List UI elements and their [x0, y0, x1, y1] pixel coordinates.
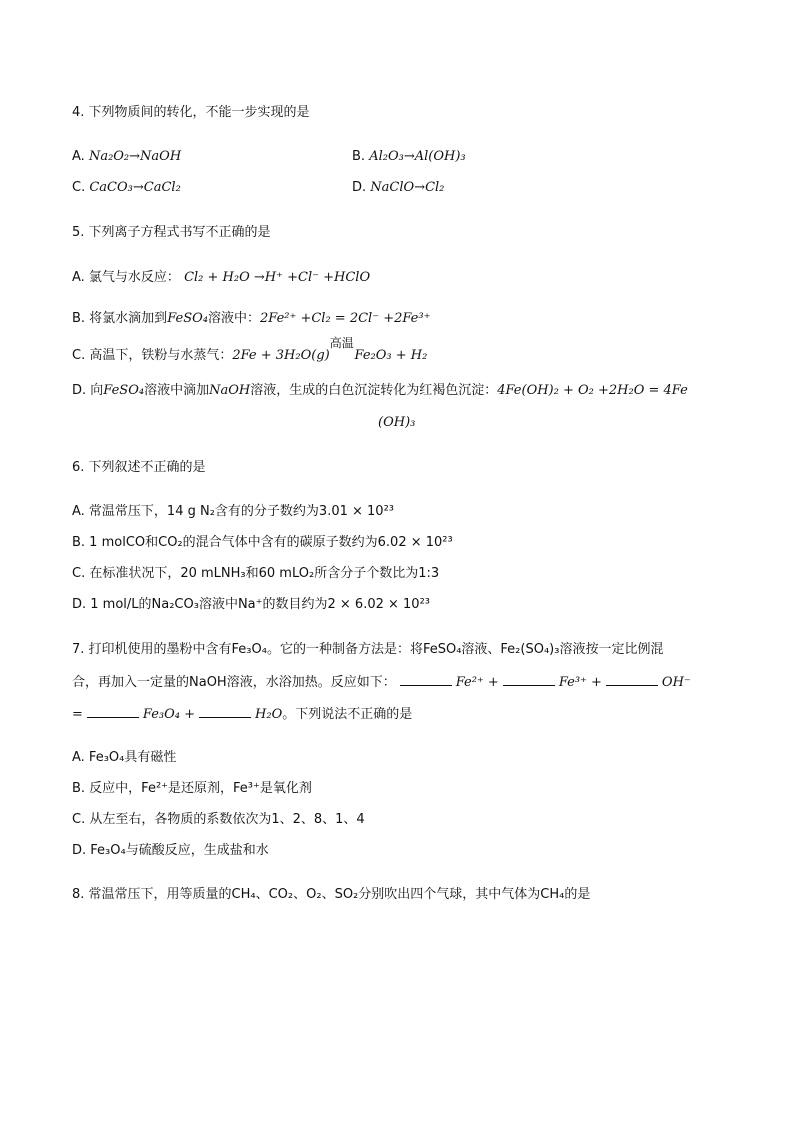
- formula: Na₂O₂→NaOH: [88, 149, 182, 164]
- equation: Cl₂ + H₂O →H⁺ +Cl⁻ +HClO: [184, 270, 371, 285]
- q5-option-a: [72, 269, 370, 287]
- equation: 2Fe + 3H₂O(g): [232, 348, 330, 363]
- q6-option-d: D. 1 mol/L的Na₂CO₃溶液中Na⁺的数目约为2 × 6.02 × 10²³: [72, 597, 431, 612]
- option-text: A. 氯气与水反应：: [72, 270, 180, 285]
- equation: (OH)₃: [378, 415, 416, 430]
- answer-blank[interactable]: [503, 673, 555, 686]
- q7-option-c: C. 从左至右，各物质的系数依次为1、2、8、1、4: [72, 812, 365, 827]
- option-text: C. 高温下，铁粉与水蒸气：: [72, 348, 233, 363]
- q4-option-c: [72, 179, 181, 197]
- option-label: D.: [352, 180, 367, 195]
- answer-blank[interactable]: [400, 673, 452, 686]
- q7-stem-line3: [72, 705, 412, 724]
- equals-sign: =: [72, 707, 83, 722]
- q5-option-d-continued: [378, 414, 415, 432]
- option-text: D. 向: [72, 383, 104, 398]
- reaction-condition: [329, 336, 355, 365]
- option-label: C.: [72, 180, 86, 195]
- term: Fe³⁺ +: [558, 675, 602, 690]
- q6-option-a: A. 常温常压下，14 g N₂含有的分子数约为3.01 × 10²³: [72, 504, 394, 519]
- formula: FeSO₄: [167, 311, 208, 326]
- answer-blank[interactable]: [87, 705, 139, 718]
- answer-blank[interactable]: [199, 705, 251, 718]
- q5-stem: 5. 下列离子方程式书写不正确的是: [72, 225, 271, 240]
- formula: NaOH: [209, 383, 251, 398]
- q7-option-b: B. 反应中，Fe²⁺是还原剂，Fe³⁺是氧化剂: [72, 781, 312, 796]
- q4-option-d: [352, 179, 444, 197]
- term: H₂O: [255, 707, 283, 722]
- q5-option-c: [72, 336, 428, 365]
- option-text: 溶液中：: [207, 311, 260, 326]
- q5-option-d: [72, 382, 688, 400]
- q7-stem-line1: 7. 打印机使用的墨粉中含有Fe₃O₄。它的一种制备方法是：将FeSO₄溶液、Fe₂(SO₄)₃溶液按一定比例混: [72, 642, 664, 657]
- q7-stem-line2: [72, 673, 691, 692]
- q6-option-c: C. 在标准状况下，20 mLNH₃和60 mLO₂所含分子个数比为1:3: [72, 566, 440, 581]
- formula: FeSO₄: [103, 383, 145, 398]
- q7-text: 合，再加入一定量的NaOH溶液，水浴加热。反应如下：: [72, 675, 396, 690]
- term: Fe₃O₄ +: [142, 707, 196, 722]
- q6-option-b: B. 1 molCO和CO₂的混合气体中含有的碳原子数约为6.02 × 10²³: [72, 535, 453, 550]
- q7-option-d: D. Fe₃O₄与硫酸反应，生成盐和水: [72, 843, 269, 858]
- formula: CaCO₃→CaCl₂: [89, 180, 181, 195]
- q7-text: 。下列说法不正确的是: [282, 707, 413, 722]
- option-label: B.: [352, 149, 366, 164]
- option-text: 溶液中滴加: [144, 383, 210, 398]
- q6-stem: 6. 下列叙述不正确的是: [72, 460, 206, 475]
- answer-blank[interactable]: [606, 673, 658, 686]
- q4-option-a: [72, 148, 181, 166]
- formula: NaClO→Cl₂: [370, 180, 445, 195]
- option-text: 溶液，生成的白色沉淀转化为红褐色沉淀：: [250, 383, 498, 398]
- option-text: B. 将氯水滴加到: [72, 311, 168, 326]
- q4-option-b: [352, 148, 466, 166]
- condition-label: 高温: [329, 336, 354, 350]
- q5-option-b: [72, 310, 430, 328]
- q8-stem: 8. 常温常压下，用等质量的CH₄、CO₂、O₂、SO₂分别吹出四个气球，其中气体为CH₄的是: [72, 887, 591, 902]
- equation: 4Fe(OH)₂ + O₂ +2H₂O = 4Fe: [497, 383, 688, 398]
- q4-stem: 4. 下列物质间的转化，不能一步实现的是: [72, 105, 310, 120]
- equation: Fe₂O₃ + H₂: [354, 348, 428, 363]
- q7-option-a: A. Fe₃O₄具有磁性: [72, 750, 177, 765]
- formula: Al₂O₃→Al(OH)₃: [369, 149, 466, 164]
- term: OH⁻: [661, 675, 691, 690]
- option-label: A.: [72, 149, 85, 164]
- equation: 2Fe²⁺ +Cl₂ = 2Cl⁻ +2Fe³⁺: [259, 311, 431, 326]
- term: Fe²⁺ +: [455, 675, 499, 690]
